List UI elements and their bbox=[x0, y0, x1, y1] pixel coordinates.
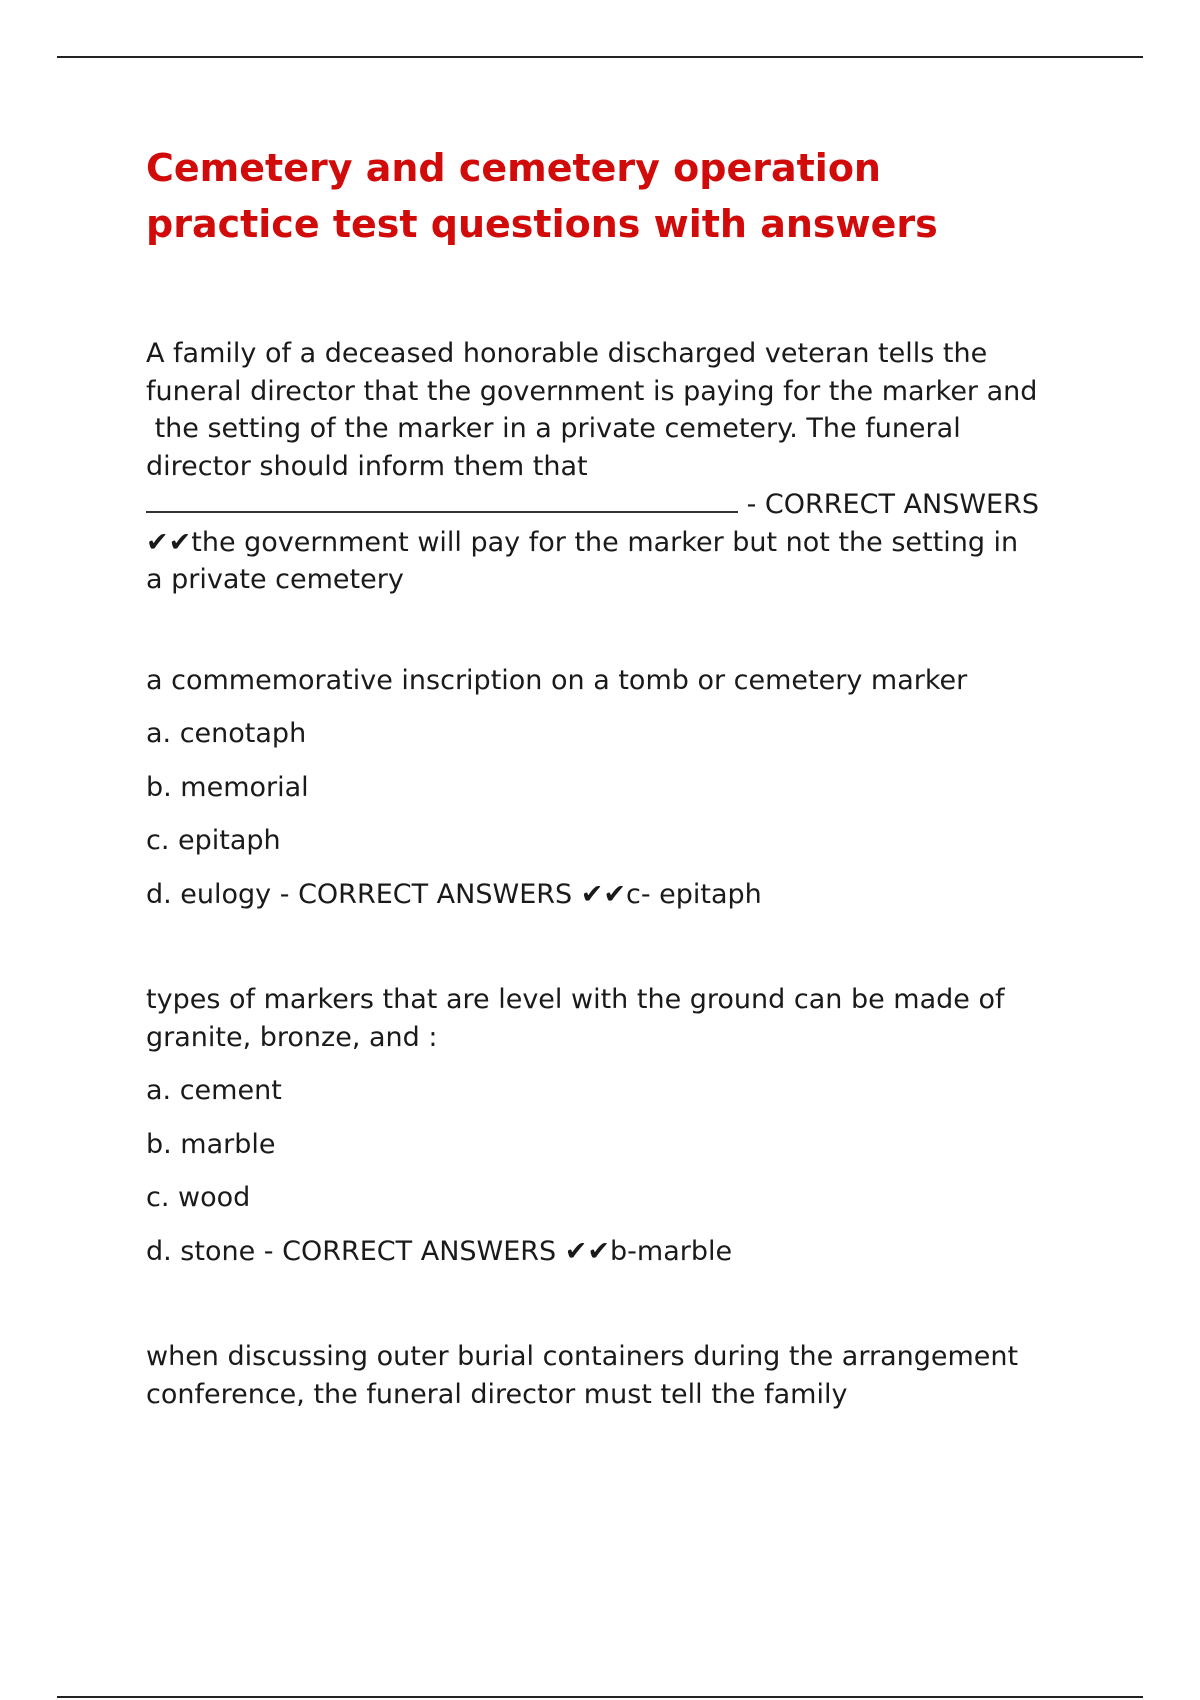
question-3-option-b: b. marble bbox=[146, 1128, 276, 1160]
title-line-2: practice test questions with answers bbox=[146, 202, 938, 246]
question-2-option-c: c. epitaph bbox=[146, 825, 281, 856]
title-line-1: Cemetery and cemetery operation bbox=[146, 146, 881, 190]
document-title bbox=[146, 140, 1106, 252]
bottom-rule bbox=[57, 1696, 1143, 1698]
question-2-option-b: b. memorial bbox=[146, 771, 309, 803]
question-3-option-d-with-answer: d. stone - CORRECT ANSWERS ✔✔b-marble bbox=[146, 1235, 733, 1267]
question-3-stem bbox=[146, 981, 1106, 1056]
question-4-stem bbox=[146, 1338, 1106, 1413]
top-rule bbox=[57, 56, 1143, 58]
question-1-line-2: funeral director that the government is paying for the marker and bbox=[146, 375, 1038, 407]
document-body bbox=[146, 140, 1106, 1413]
question-3-option-a: a. cement bbox=[146, 1075, 282, 1106]
question-3-line-2: granite, bronze, and : bbox=[146, 1021, 438, 1053]
question-4-line-1: when discussing outer burial containers during the arrangement bbox=[146, 1341, 1019, 1372]
question-1-line-1: A family of a deceased honorable discharged veteran tells the bbox=[146, 338, 988, 369]
question-4-line-2: conference, the funeral director must tell the family bbox=[146, 1378, 848, 1410]
question-1 bbox=[146, 335, 1106, 599]
question-2-option-a: a. cenotaph bbox=[146, 718, 307, 749]
answer-1-line-1: ✔✔the government will pay for the marker but not the setting in bbox=[146, 526, 1019, 558]
question-1-line-4: director should inform them that bbox=[146, 450, 588, 482]
question-1-line-3: the setting of the marker in a private cemetery. The funeral bbox=[146, 413, 961, 444]
answer-1-line-2: a private cemetery bbox=[146, 564, 404, 595]
question-3-line-1: types of markers that are level with the ground can be made of bbox=[146, 984, 1005, 1015]
question-2-option-d-with-answer: d. eulogy - CORRECT ANSWERS ✔✔c- epitaph bbox=[146, 878, 762, 910]
answer-blank-line bbox=[146, 485, 738, 513]
question-2-stem: a commemorative inscription on a tomb or cemetery marker bbox=[146, 664, 968, 696]
answer-marker: - CORRECT ANSWERS bbox=[738, 489, 1039, 520]
question-3-option-c: c. wood bbox=[146, 1182, 251, 1213]
